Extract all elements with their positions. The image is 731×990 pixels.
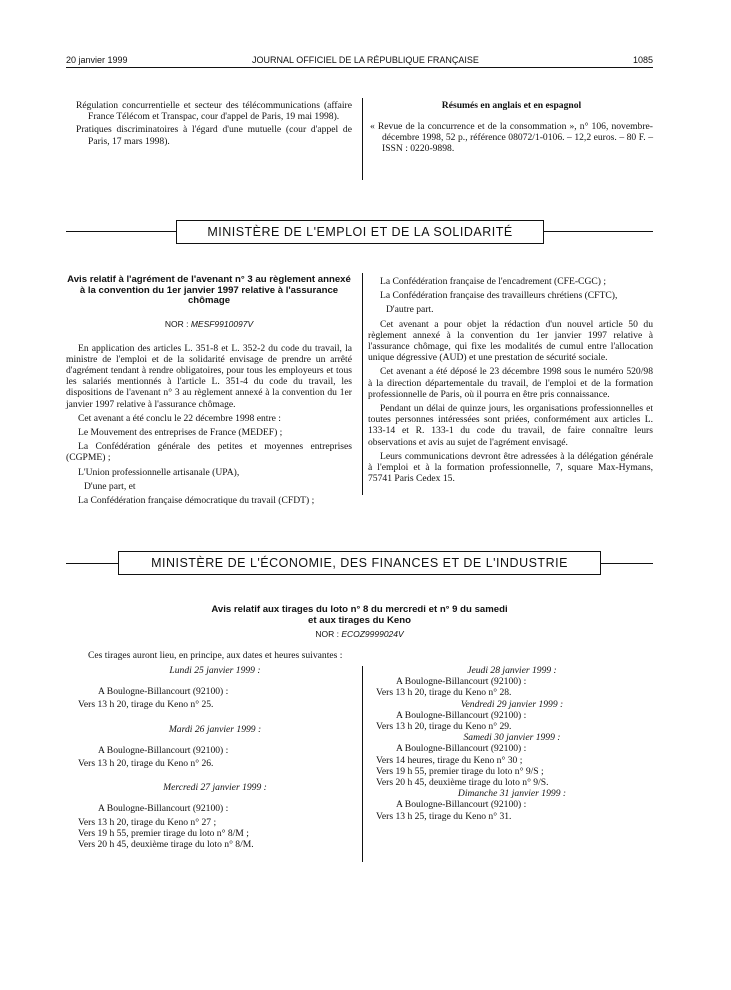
nor-code: MESF9910097V xyxy=(190,318,254,329)
schedule-left xyxy=(78,665,352,850)
paragraph: La Confédération générale des petites et moyennes entreprises (CGPME) ; xyxy=(66,441,352,464)
schedule-line: Vers 19 h 55, premier tirage du loto n° 9/S ; xyxy=(376,765,544,777)
paragraph: La Confédération française démocratique du travail (CFDT) ; xyxy=(78,494,315,506)
paragraph: Cet avenant a été conclu le 22 décembre 1998 entre : xyxy=(78,412,281,424)
paragraph: La Confédération française de l'encadrement (CFE-CGC) ; xyxy=(380,276,607,287)
paragraph: D'une part, et xyxy=(84,480,136,492)
section-title: Résumés en anglais et en espagnol xyxy=(441,100,582,111)
paragraph: En application des articles L. 351-8 et L. 352-2 du code du travail, la ministre de l'emploi et de la solidarité envisage de prendre un arrêté d'agrément tendant à rendre obligatoires, pour tous les employeurs et tous les salariés mentionnés à l'article L. 351-4 du code du travail, les dispositions de l'avenant n° 3 au règlement annexé à la convention du 1er janvier 1997 relative à l'assurance chômage. xyxy=(66,342,352,410)
schedule-line: Vers 19 h 55, premier tirage du loto n° 8/M ; xyxy=(78,827,249,839)
schedule-date: Mercredi 27 janvier 1999 : xyxy=(163,782,267,794)
schedule-date: Lundi 25 janvier 1999 : xyxy=(169,665,261,676)
avis-employment-right xyxy=(368,276,653,484)
schedule-day xyxy=(376,732,648,788)
schedule-place: A Boulogne-Billancourt (92100) : xyxy=(98,686,229,698)
top-left-column xyxy=(76,100,352,147)
schedule-place: A Boulogne-Billancourt (92100) : xyxy=(396,676,527,688)
column-divider xyxy=(362,273,363,495)
schedule-line: Vers 13 h 25, tirage du Keno n° 31. xyxy=(376,810,512,822)
column-divider xyxy=(362,98,363,180)
schedule-line: Vers 13 h 20, tirage du Keno n° 27 ; xyxy=(78,816,217,828)
schedule-line: Vers 13 h 20, tirage du Keno n° 28. xyxy=(376,687,512,699)
schedule-place: A Boulogne-Billancourt (92100) : xyxy=(98,803,229,815)
schedule-day xyxy=(376,788,648,822)
schedule-day xyxy=(78,782,352,850)
schedule-line: Vers 20 h 45, deuxième tirage du loto n° 8/M. xyxy=(78,839,254,851)
schedule-line: Vers 13 h 20, tirage du Keno n° 26. xyxy=(78,758,214,770)
schedule-day xyxy=(376,699,648,733)
schedule-line: Vers 14 heures, tirage du Keno n° 30 ; xyxy=(376,754,523,766)
paragraph: D'autre part. xyxy=(386,304,434,316)
schedule-place: A Boulogne-Billancourt (92100) : xyxy=(396,709,527,721)
header-date: 20 janvier 1999 xyxy=(66,55,128,65)
schedule-day xyxy=(78,665,352,711)
paragraph: L'Union professionnelle artisanale (UPA), xyxy=(78,466,240,478)
paragraph: Cet avenant a été déposé le 23 décembre 1998 sous le numéro 520/98 à la direction départementale du travail, de l'emploi et de la formation professionnelle de Paris, où il pourra en être pris connaissance. xyxy=(368,366,653,400)
header-journal-title: JOURNAL OFFICIEL DE LA RÉPUBLIQUE FRANÇAISE xyxy=(252,55,479,65)
header-page-number: 1085 xyxy=(632,55,653,65)
header-rule xyxy=(66,67,653,68)
ministry-title: MINISTÈRE DE L'ÉCONOMIE, DES FINANCES ET DE L'INDUSTRIE xyxy=(118,551,601,575)
schedule-date: Vendredi 29 janvier 1999 : xyxy=(460,698,564,710)
paragraph: La Confédération française des travailleurs chrétiens (CFTC), xyxy=(380,290,618,302)
avis-title-line2: et aux tirages du Keno xyxy=(308,614,411,626)
avis-title: Avis relatif aux tirages du loto n° 8 du mercredi et n° 9 du samedi xyxy=(211,604,508,615)
paragraph: Cet avenant a pour objet la rédaction d'un nouvel article 50 du règlement annexé à la convention du 1er janvier 1997 relative à l'assurance chômage, qui fixe les modalités de cumul entre l'allocation unique dégressive (AUD) et une prestation de sécurité sociale. xyxy=(368,318,653,364)
nor-code: ECOZ9999024V xyxy=(341,629,404,639)
schedule-date: Jeudi 28 janvier 1999 : xyxy=(467,665,557,676)
column-divider xyxy=(362,666,363,862)
intro-text: Ces tirages auront lieu, en principe, aux dates et heures suivantes : xyxy=(88,650,343,661)
avis-title: Avis relatif à l'agrément de l'avenant n° 3 au règlement annexé à la convention du 1er janvier 1997 relative à l'assurance chômage xyxy=(67,274,351,306)
schedule-date: Dimanche 31 janvier 1999 : xyxy=(457,788,567,800)
top-right-column xyxy=(370,100,653,155)
paragraph: Leurs communications devront être adressées à la délégation générale à l'emploi et à la formation professionnelle, 7, square Max-Hymans, 75741 Paris Cedex 15. xyxy=(368,450,653,485)
schedule-line: Vers 20 h 45, deuxième tirage du loto n° 9/S. xyxy=(376,777,549,789)
schedule-date: Samedi 30 janvier 1999 : xyxy=(463,732,561,744)
schedule-place: A Boulogne-Billancourt (92100) : xyxy=(98,744,229,756)
schedule-day xyxy=(78,724,352,770)
list-item: Pratiques discriminatoires à l'égard d'une mutuelle (cour d'appel de Paris, 17 mars 1998). xyxy=(76,124,352,147)
nor-reference: NOR : MESF9910097V xyxy=(164,318,254,329)
ministry-title: MINISTÈRE DE L'EMPLOI ET DE LA SOLIDARITÉ xyxy=(176,220,544,244)
schedule-right xyxy=(376,665,648,822)
paragraph: Le Mouvement des entreprises de France (MEDEF) ; xyxy=(78,426,283,438)
schedule-line: Vers 13 h 20, tirage du Keno n° 25. xyxy=(78,699,214,711)
publication-reference: « Revue de la concurrence et de la consommation », n° 106, novembre-décembre 1998, 52 p., référence 08072/1-0106. – 12,2 euros. – 80 F. – ISSN : 0220-9898. xyxy=(370,121,653,155)
schedule-place: A Boulogne-Billancourt (92100) : xyxy=(396,743,527,755)
schedule-date: Mardi 26 janvier 1999 : xyxy=(168,723,262,735)
schedule-place: A Boulogne-Billancourt (92100) : xyxy=(396,799,527,811)
avis-loto xyxy=(66,605,653,639)
list-item: Régulation concurrentielle et secteur des télécommunications (affaire France Télécom et Transpac, cour d'appel de Paris, 19 mai 1998). xyxy=(76,100,352,123)
nor-reference: NOR : ECOZ9999024V xyxy=(315,629,404,639)
schedule-day xyxy=(376,665,648,699)
paragraph: Pendant un délai de quinze jours, les organisations professionnelles et toutes personnes intéressées sont priées, conformément aux articles L. 133-14 et R. 133-1 du code du travail, de faire connaître leurs observations et avis au sujet de l'agrément envisagé. xyxy=(368,403,653,448)
avis-employment xyxy=(66,275,352,506)
schedule-line: Vers 13 h 20, tirage du Keno n° 29. xyxy=(376,721,512,733)
